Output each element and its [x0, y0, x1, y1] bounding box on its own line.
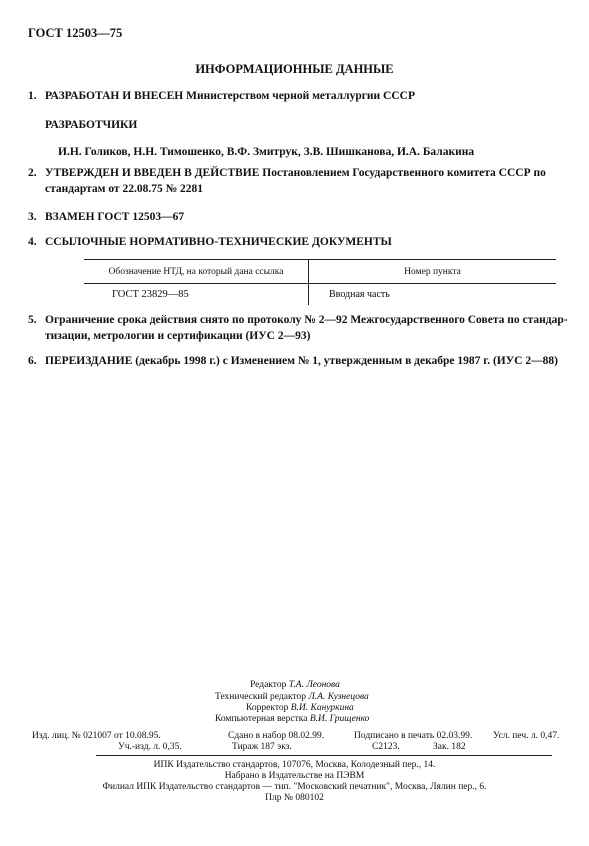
imprint-typeset-date: Сдано в набор 08.02.99.: [228, 731, 325, 741]
item-number: 5.: [28, 314, 37, 326]
imprint-printer: Филиал ИПК Издательство стандартов — тип. "Московский печатник", Москва, Лялин пер., 6.: [102, 782, 487, 792]
table-header-row: [84, 260, 556, 284]
item-number: 1.: [28, 90, 37, 102]
imprint-publisher: ИПК Издательство стандартов, 107076, Москва, Колодезный пер., 14.: [153, 760, 436, 770]
table-header-clause: Номер пункта: [309, 260, 557, 284]
item-5-line2: тизации, метрологии и сертификации (ИУС 2—93): [45, 330, 311, 342]
item-heading: ПЕРЕИЗДАНИЕ: [45, 355, 133, 367]
reference-table: [84, 259, 556, 305]
developers-heading: РАЗРАБОТЧИКИ: [45, 119, 138, 131]
item-number: 3.: [28, 211, 37, 223]
item-4: [28, 236, 392, 248]
item-heading: УТВЕРЖДЕН И ВВЕДЕН В ДЕЙСТВИЕ: [45, 167, 260, 179]
document-code: ГОСТ 12503—75: [28, 26, 123, 40]
table-cell-clause: Вводная часть: [329, 289, 390, 300]
imprint-license: Изд. лиц. № 021007 от 10.08.95.: [32, 731, 161, 741]
page-title: ИНФОРМАЦИОННЫЕ ДАННЫЕ: [195, 62, 394, 76]
imprint-print-sheets: Усл. печ. л. 0,47.: [493, 731, 560, 741]
item-heading: РАЗРАБОТАН И ВНЕСЕН: [45, 90, 184, 102]
item-2-line2: стандартам от 22.08.75 № 2281: [45, 183, 204, 195]
imprint-print-date: Подписано в печать 02.03.99.: [354, 731, 473, 741]
item-text: Ограничение срока действия снято по протоколу № 2—92 Межгосударственного Совета по стандар-: [45, 314, 568, 326]
item-number: 6.: [28, 355, 37, 367]
item-number: 4.: [28, 236, 37, 248]
imprint-plr: Плр № 080102: [265, 793, 324, 803]
developers-list: И.Н. Голиков, Н.Н. Тимошенко, В.Ф. Змитрук, З.В. Шишканова, И.А. Балакина: [58, 146, 475, 158]
item-5: [28, 314, 568, 326]
credit-tech-editor: Технический редактор Л.А. Кузнецова: [215, 692, 369, 702]
item-heading: ССЫЛОЧНЫЕ НОРМАТИВНО-ТЕХНИЧЕСКИЕ ДОКУМЕНТЫ: [45, 236, 392, 248]
imprint-pub-sheets: Уч.-изд. л. 0,35.: [118, 742, 182, 752]
item-2: [28, 167, 546, 179]
imprint-order: Зак. 182: [433, 742, 466, 752]
imprint-code: С2123.: [372, 742, 400, 752]
item-text: (декабрь 1998 г.) с Изменением № 1, утвержденным в декабре 1987 г. (ИУС 2—88): [132, 355, 558, 367]
item-text: Постановлением Государственного комитета СССР по: [259, 167, 546, 179]
table-header-designation: Обозначение НТД, на который дана ссылка: [84, 260, 309, 284]
imprint-circulation: Тираж 187 экз.: [232, 742, 292, 752]
table-row: [84, 284, 556, 306]
credit-layout: Компьютерная верстка В.И. Грищенко: [215, 714, 370, 724]
item-6: [28, 355, 558, 367]
credit-editor: Редактор Т.А. Леонова: [250, 680, 340, 690]
item-1: [28, 90, 415, 102]
item-heading: ВЗАМЕН ГОСТ 12503—67: [45, 211, 185, 223]
item-number: 2.: [28, 167, 37, 179]
table-cell-designation: ГОСТ 23829—85: [84, 284, 309, 306]
credit-proofreader: Корректор В.И. Кануркина: [246, 703, 354, 713]
imprint-divider: [96, 755, 552, 756]
item-3: [28, 211, 184, 223]
item-text: Министерством черной металлургии СССР: [183, 90, 415, 102]
imprint-typeset-note: Набрано в Издательстве на ПЭВМ: [224, 771, 365, 781]
